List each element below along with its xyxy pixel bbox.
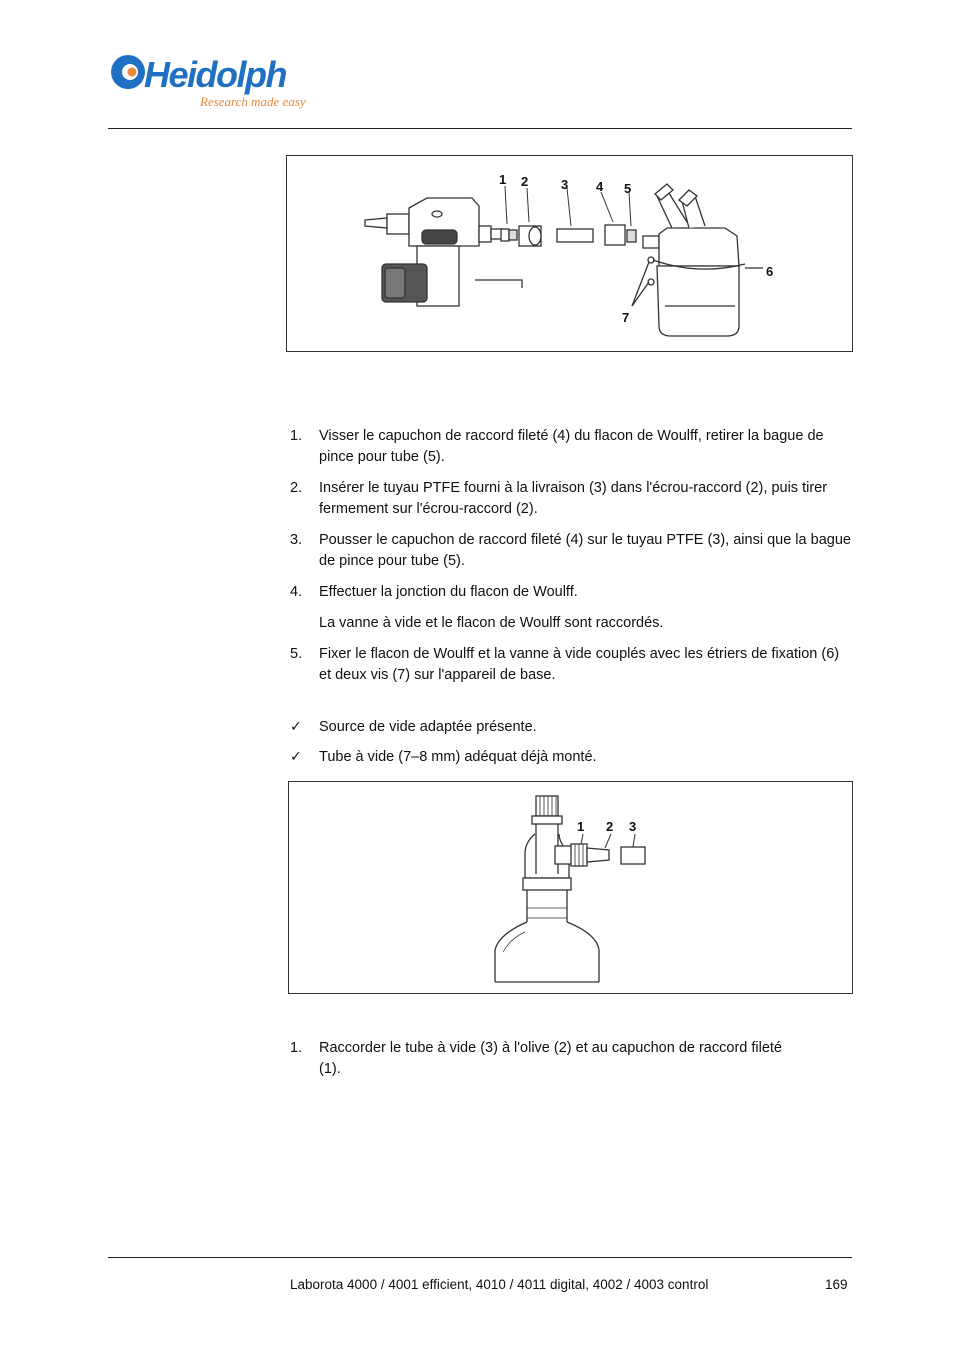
page-number: 169: [825, 1277, 848, 1292]
figure-vacuum-tube-connection: [288, 781, 853, 994]
callout-2: 2: [521, 174, 529, 189]
step-text: Fixer le flacon de Woulff et la vanne à vide couplés avec les étriers de fixation (6) et deux vis (7) sur l'appareil de base.: [319, 646, 840, 683]
callout-1: 1: [499, 172, 507, 187]
step-number: 4.: [290, 584, 303, 600]
prerequisite-text: Source de vide adaptée présente.: [319, 719, 537, 735]
callout-3: 3: [629, 819, 637, 834]
brand-tagline: Research made easy: [200, 94, 306, 109]
header-rule: [108, 128, 852, 129]
callout-6: 6: [766, 264, 774, 279]
step-number: 5.: [290, 646, 303, 662]
callout-5: 5: [624, 181, 632, 196]
step-text: Insérer le tuyau PTFE fourni à la livraison (3) dans l'écrou-raccord (2), puis tirer fermement sur l'écrou-raccord (2).: [319, 480, 828, 517]
step-text: Raccorder le tube à vide (3) à l'olive (2) et au capuchon de raccord fileté (1).: [319, 1040, 782, 1077]
callout-3: 3: [561, 177, 569, 192]
checkmark-icon: ✓: [290, 719, 302, 735]
footer-product: Laborota 4000 / 4001 efficient, 4010 / 4011 digital, 4002 / 4003 control: [290, 1277, 709, 1292]
figure-valve-woulff-assembly: [286, 155, 853, 352]
callout-7: 7: [622, 310, 630, 325]
prerequisite-text: Tube à vide (7–8 mm) adéquat déjà monté.: [319, 749, 597, 765]
step-number: 1.: [290, 1040, 303, 1056]
step-text: Pousser le capuchon de raccord fileté (4) sur le tuyau PTFE (3), ainsi que la bague de pince pour tube (5).: [319, 532, 851, 569]
checkmark-icon: ✓: [290, 749, 302, 765]
step-number: 1.: [290, 428, 303, 444]
callout-1: 1: [577, 819, 585, 834]
step-number: 3.: [290, 532, 303, 548]
brand-name: Heidolph: [144, 54, 286, 95]
step-text: Effectuer la jonction du flacon de Woulff.: [319, 584, 578, 600]
callout-4: 4: [596, 179, 604, 194]
callout-2: 2: [606, 819, 614, 834]
step-result: La vanne à vide et le flacon de Woulff sont raccordés.: [319, 615, 664, 631]
step-text: Visser le capuchon de raccord fileté (4) du flacon de Woulff, retirer la bague de pince pour tube (5).: [319, 428, 824, 465]
step-number: 2.: [290, 480, 303, 496]
footer-rule: [108, 1257, 852, 1258]
heidolph-logo: [108, 50, 328, 115]
